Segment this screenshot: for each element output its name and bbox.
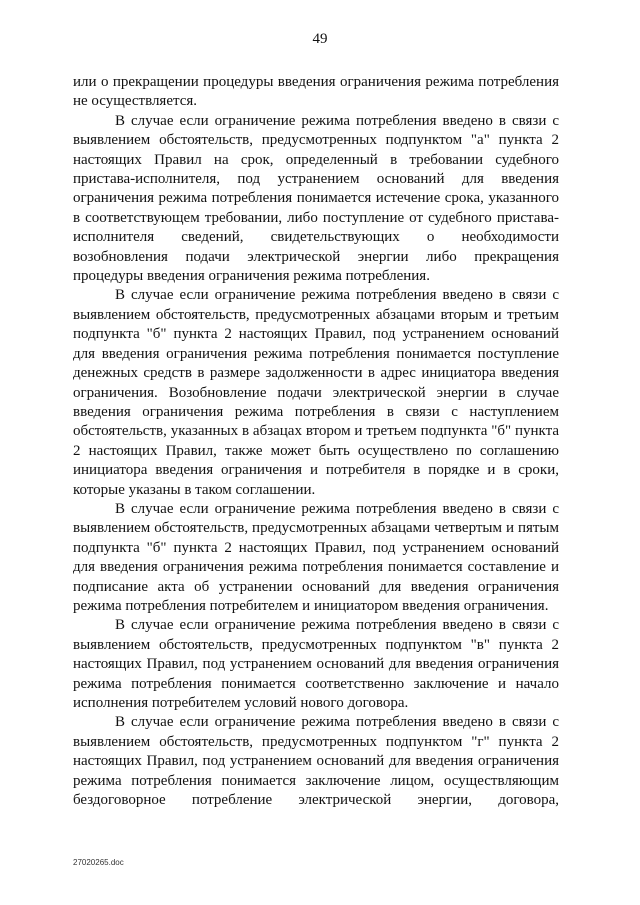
- footer-filename: 27020265.doc: [73, 858, 124, 867]
- page-number: 49: [312, 31, 328, 47]
- paragraph-subparagraph-b-2-3: В случае если ограничение режима потребления введено в связи с выявлением обстоятельств, предусмотренных абзацами вторым и третьим подпункта "б" пункта 2 настоящих Правил, под устранением оснований для введения ограничения режима потребления понимается поступление денежных средств в размере задолженности в адрес инициатора введения ограничения. Возобновление подачи электрической энергии в случае введения ограничения режима потребления в связи с наступлением обстоятельств, указанных в абзацах втором и третьем подпункта "б" пункта 2 настоящих Правил, также может быть осуществлено по соглашению инициатора введения ограничения и потребителя в порядке и в сроки, которые указаны в таком соглашении.: [73, 287, 559, 498]
- paragraph-continuation: или о прекращении процедуры введения ограничения режима потребления не осуществляется.: [73, 74, 559, 110]
- paragraph-subparagraph-v: В случае если ограничение режима потребления введено в связи с выявлением обстоятельств, предусмотренных подпунктом "в" пункта 2 настоящих Правил, под устранением оснований для введения ограничения режима потребления понимается соответственно заключение и начало исполнения потребителем условий нового договора.: [73, 617, 559, 711]
- paragraph-subparagraph-a: В случае если ограничение режима потребления введено в связи с выявлением обстоятельств, предусмотренных подпунктом "а" пункта 2 настоящих Правил на срок, определенный в требовании судебного пристава-исполнителя, под устранением оснований для введения ограничения режима потребления понимается истечение срока, указанного в соответствующем требовании, либо поступление от судебного пристава-исполнителя сведений, свидетельствующих о необходимости возобновления подачи электрической энергии либо прекращения процедуры введения ограничения режима потребления.: [73, 112, 559, 285]
- paragraph-subparagraph-g: В случае если ограничение режима потребления введено в связи с выявлением обстоятельств, предусмотренных подпунктом "г" пункта 2 настоящих Правил, под устранением оснований для введения ограничения режима потребления понимается заключение лицом, осуществляющим бездоговорное потребление электрической энергии, договора,: [73, 714, 559, 809]
- paragraph-subparagraph-b-4-5: В случае если ограничение режима потребления введено в связи с выявлением обстоятельств, предусмотренных абзацами четвертым и пятым подпункта "б" пункта 2 настоящих Правил, под устранением оснований для введения ограничения режима потребления понимается составление и подписание акта об устранении оснований для введения ограничения режима потребления потребителем и инициатором введения ограничения.: [73, 500, 559, 614]
- document-body: [73, 73, 559, 810]
